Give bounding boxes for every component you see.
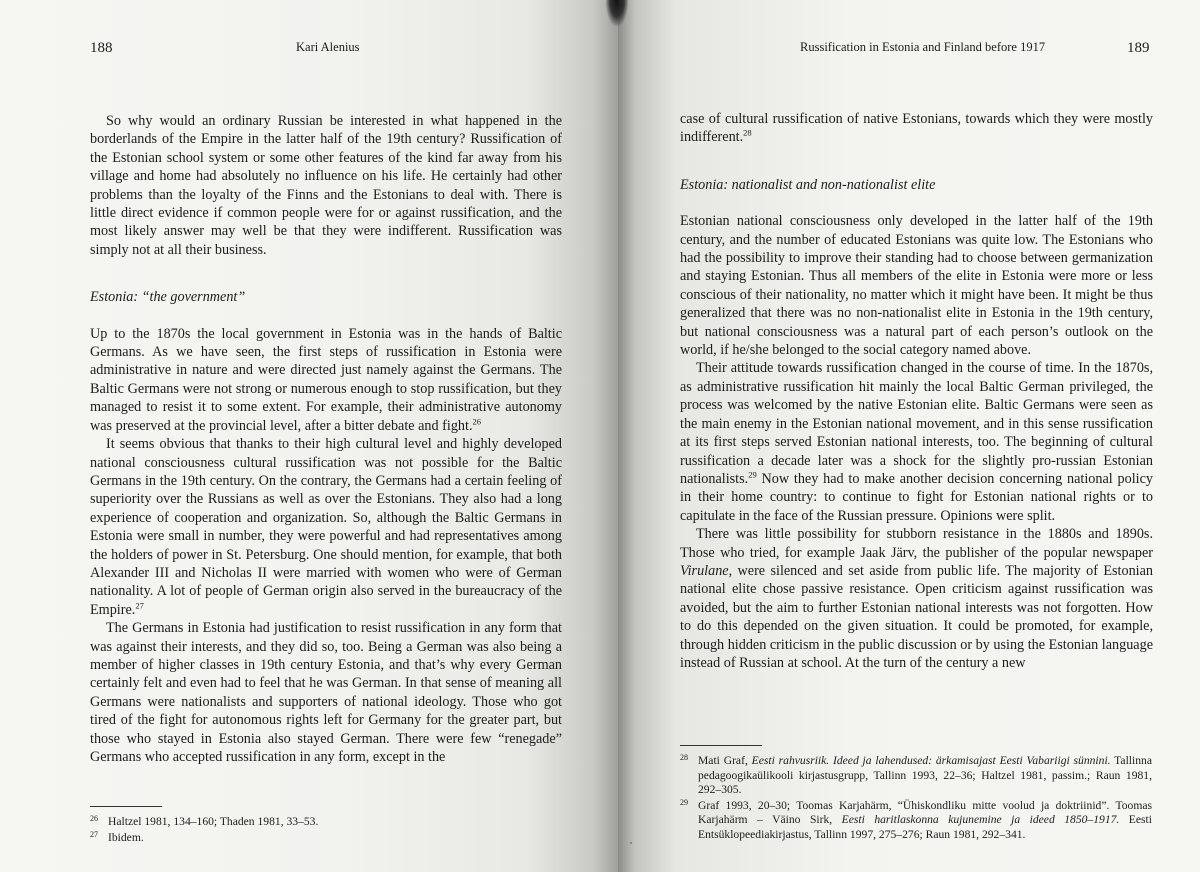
paragraph: Their attitude towards russification changed in the course of time. In the 1870s, as administrative russification hit mainly the local Baltic German privileged, the process was welcomed by the native Estonian elite. Baltic Germans were seen as the main enemy in the Estonian national movement, and in this sense russification at its first steps served Estonian national interests, too. The beginning of cultural russification a decade later was a shock for the slightly pro-russian Estonian nationalists.$^{29}$ Now they had to make another decision concerning national policy in their home country: to continue to fight for Estonian national rights or to capitulate in the face of the Russian pressure. Opinions were split. [680, 360, 1153, 524]
running-head-title: Russification in Estonia and Finland before 1917 [800, 40, 1046, 54]
footnote-ref-27: 27 [135, 600, 144, 611]
footnote-rule-left [90, 806, 162, 807]
paragraph: Estonian national consciousness only developed in the latter half of the 19th century, and the number of educated Estonians was quite low. The Estonians who had the possibility to improve their standing had to choose between germanization and staying Estonian. Thus all members of the elite in Estonia were more or less conscious of their nationality, no matter which it might have been. It might be thus generalized that there was no non-nationalist elite in Estonia in the 19th century, but national consciousness was a natural part of each person’s outlook on the world, if he/she belonged to the social category named above. [680, 213, 1153, 359]
paragraph: It seems obvious that thanks to their high cultural level and highly developed national consciousness cultural russification was not possible for the Baltic Germans in the 19th century. On the contrary, the Germans had a certain feeling of superiority over the Russians as well as over the Estonians. They also had a long experience of cooperation and organization. So, although the Baltic Germans in Estonia were small in number, they were powerful and had representatives among the holders of power in St. Petersburg. One should mention, for example, that both Alexander III and Nicholas II were married with women who were of German nationality. A lot of people of German origin also served in the bureaucracy of the Empire.$^{27}$ [90, 436, 562, 618]
section-heading-elite: Estonia: nationalist and non-nationalist elite [680, 176, 936, 193]
footnote-ref-26: 26 [472, 415, 482, 426]
paragraph: Up to the 1870s the local government in Estonia was in the hands of Baltic Germans. As we have seen, the first steps of russification in Estonia were administrative in nature and were directed just namely against the Germans. The Baltic Germans were not strong or numerous enough to stop russification, but they managed to resist it to some extent. For example, their administrative autonomy was preserved at the provincial level, after a bitter debate and fight.$^{26}$ [90, 325, 562, 434]
right-footnotes [680, 754, 1152, 844]
footnote-rule-right [680, 745, 762, 746]
running-head-author: Kari Alenius [296, 40, 360, 54]
page-number-left: 188 [90, 40, 113, 56]
section-heading-government: Estonia: “the government” [90, 289, 246, 306]
footnote-ref-28: 28 [743, 127, 752, 138]
paragraph: So why would an ordinary Russian be interested in what happened in the borderlands of the Empire in the latter half of the 19th century? Russification of the Estonian school system or some other features of the kind far away from his village and home had absolutely no influence on his life. He certainly had other problems than the loyalty of the Finns and the Estonians to deal with. There is little direct evidence if common people were for or against russification, and the most likely answer may well be that they were indifferent. Russification was simply not at all their business. [90, 113, 562, 258]
paragraph: There was little possibility for stubborn resistance in the 1880s and 1890s. Those who tried, for example Jaak Järv, the publisher of the popular newspaper Virulane, were silenced and set aside from public life. The majority of Estonian national elite chose passive resistance. Open criticism against russification was avoided, but the aim to further Estonian national interests was not forgotten. How to do this depended on the given situation. It could be promoted, for example, through hidden criticism in the public discussion or by using the Estonian language instead of Russian at school. At the turn of the century a new [680, 526, 1153, 671]
left-body-text [90, 112, 562, 766]
footnote-29: 29 Graf 1993, 20–30; Toomas Karjahärm, “Ühiskondliku mitte voolud ja doktriinid”. Toomas Karjahärm – Väino Sirk, Eesti haritlaskonna kujunemine ja ideed 1850–1917. Eesti Entsüklopeediakirjastus, Tallinn 1997, 275–276; Raun 1981, 292–341. [680, 797, 1152, 841]
footnote-28: 28 Mati Graf, Eesti rahvusriik. Ideed ja lahendused: ärkamisajast Eesti Vabariigi sünnini. Tallinna pedagoogikaülikooli kirjastusgrupp, Tallinn 1993, 22–36; Haltzel 1981, passim.; Raun 1981, 292–305. [680, 753, 1152, 797]
footnote-26: 26 Haltzel 1981, 134–160; Thaden 1981, 33–53. [90, 814, 319, 828]
paragraph: case of cultural russification of native Estonians, towards which they were mostly indifferent.$^{28}$ [680, 111, 1153, 146]
paragraph: The Germans in Estonia had justification to resist russification in any form that was against their interests, and they did so, too. Being a German was also being a member of higher classes in 19th century Estonia, and that’s why every German certainly felt and even had to feel that he was German. In that sense of meaning all Germans were nationalists and supporters of national ideology. Those who got tired of the fight for autonomous rights left for Germany for the greater part, but those who stayed in Estonia also stayed German. There were few “renegade” Germans who accepted russification in any form, except in the [90, 620, 562, 765]
footnote-ref-29: 29 [748, 469, 757, 480]
book-gutter [606, 0, 628, 26]
page-number-right: 189 [1127, 40, 1150, 56]
right-page [618, 0, 1200, 872]
footnote-27: 27 Ibidem. [90, 829, 144, 844]
scan-speck [630, 842, 632, 844]
newspaper-title: Virulane [680, 562, 729, 579]
left-footnotes [90, 815, 550, 846]
right-body-text [680, 110, 1153, 672]
